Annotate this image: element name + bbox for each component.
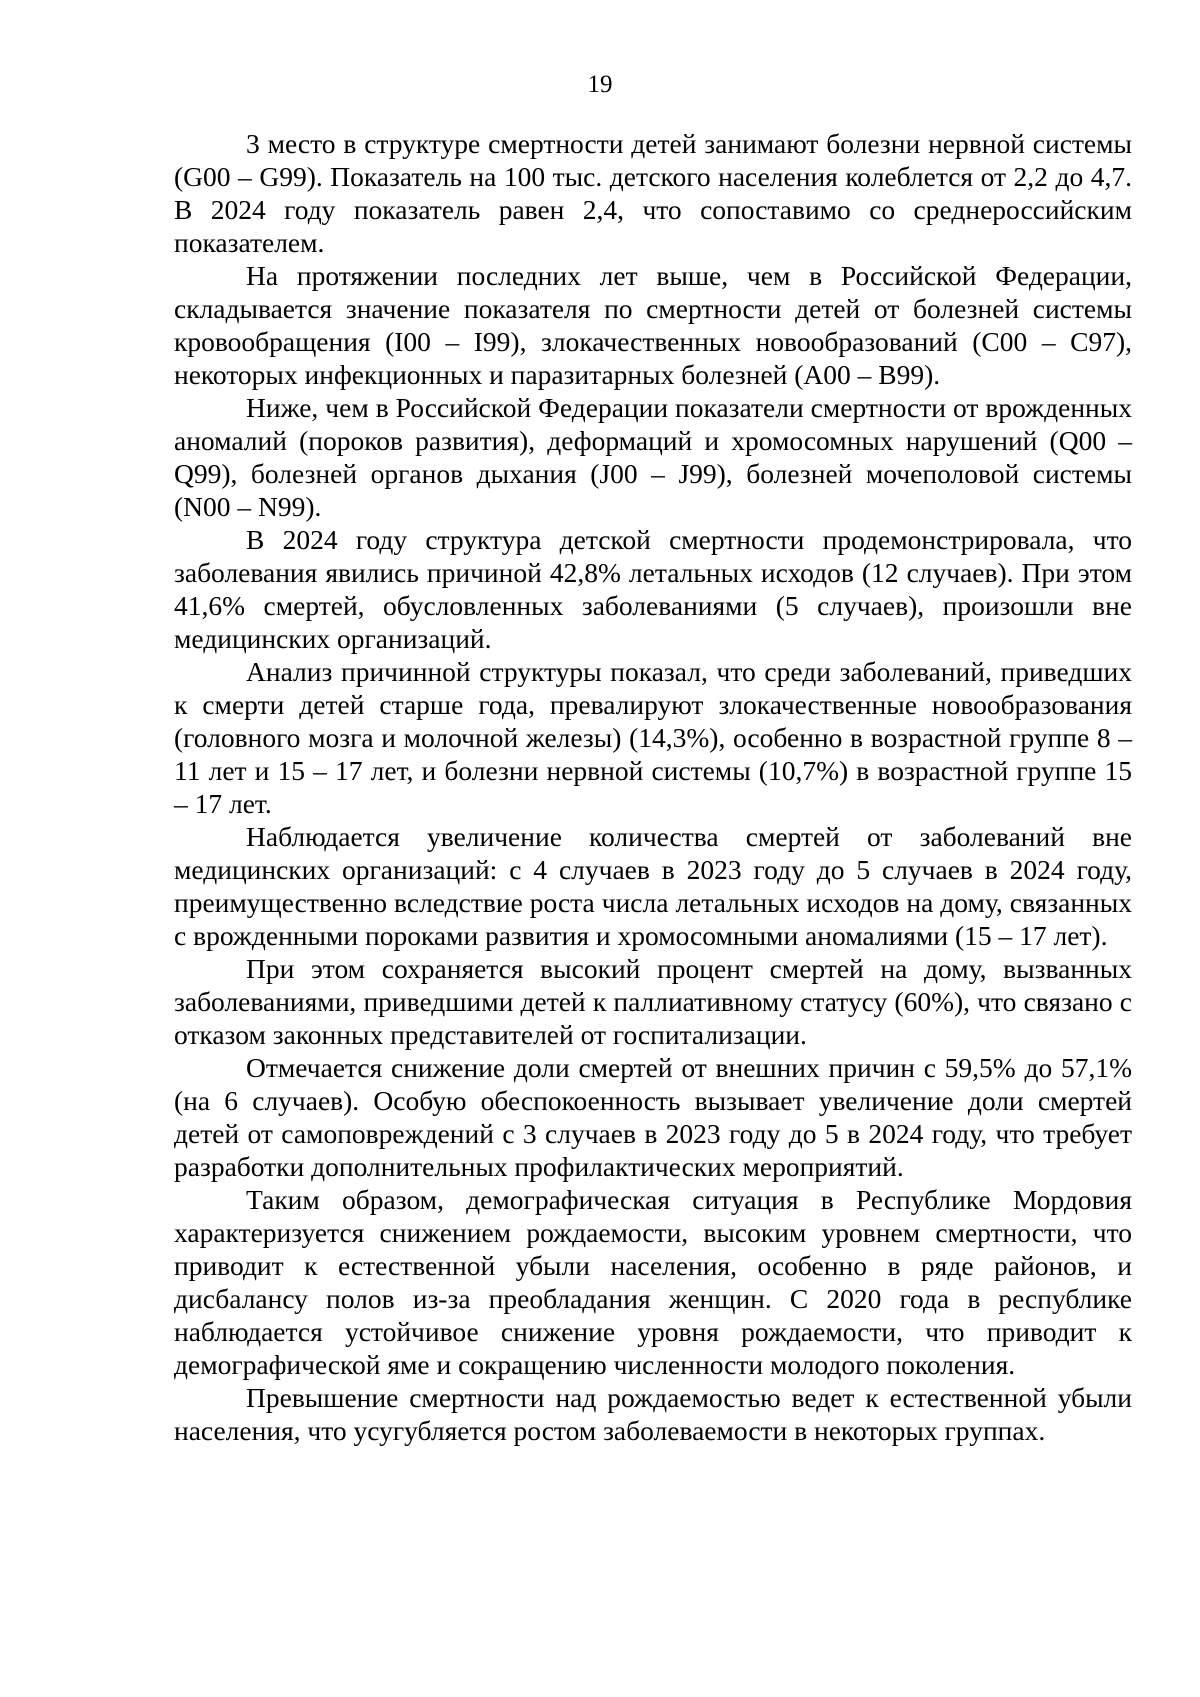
paragraph-2024-structure: В 2024 году структура детской смертности продемонстрировала, что заболевания явились причиной 42,8% летальных исходов (12 случаев). При этом 41,6% смертей, обусловленных заболеваниями (5 случаев), произошли вне медицинских организаций.: [174, 524, 1132, 654]
page-number: 19: [587, 71, 613, 98]
paragraph-natural-decline: Превышение смертности над рождаемостью ведет к естественной убыли населения, что усугубляется ростом заболеваемости в некоторых группах.: [174, 1382, 1132, 1446]
paragraph-nervous-system: 3 место в структуре смертности детей занимают болезни нервной системы (G00 – G99). Показатель на 100 тыс. детского населения колеблется от 2,2 до 4,7. В 2024 году показатель равен 2,4, что сопоставимо со среднероссийским показателем.: [174, 128, 1132, 258]
paragraph-demographic-summary: Таким образом, демографическая ситуация в Республике Мордовия характеризуется снижением рождаемости, высоким уровнем смертности, что приводит к естественной убыли населения, особенно в ряде районов, и дисбалансу полов из-за преобладания женщин. С 2020 года в республике наблюдается устойчивое снижение уровня рождаемости, что приводит к демографической яме и сокращению численности молодого поколения.: [174, 1184, 1132, 1380]
paragraph-cause-analysis: Анализ причинной структуры показал, что среди заболеваний, приведших к смерти детей старше года, превалируют злокачественные новообразования (головного мозга и молочной железы) (14,3%), особенно в возрастной группе 8 – 11 лет и 15 – 17 лет, и болезни нервной системы (10,7%) в возрастной группе 15 – 17 лет.: [174, 656, 1132, 819]
paragraph-external-causes: Отмечается снижение доли смертей от внешних причин с 59,5% до 57,1% (на 6 случаев). Особую обеспокоенность вызывает увеличение доли смертей детей от самоповреждений с 3 случаев в 2023 году до 5 в 2024 году, что требует разработки дополнительных профилактических мероприятий.: [174, 1052, 1132, 1182]
document-body: [174, 127, 1132, 1447]
paragraph-out-of-hospital-deaths: Наблюдается увеличение количества смертей от заболеваний вне медицинских организаций: с 4 случаев в 2023 году до 5 случаев в 2024 году, преимущественно вследствие роста числа летальных исходов на дому, связанных с врожденными пороками развития и хромосомными аномалиями (15 – 17 лет).: [174, 821, 1132, 951]
paragraph-below-federal: Ниже, чем в Российской Федерации показатели смертности от врожденных аномалий (пороков развития), деформаций и хромосомных нарушений (Q00 – Q99), болезней органов дыхания (J00 – J99), болезней мочеполовой системы (N00 – N99).: [174, 392, 1132, 522]
paragraph-above-federal: На протяжении последних лет выше, чем в Российской Федерации, складывается значение показателя по смертности детей от болезней системы кровообращения (I00 – I99), злокачественных новообразований (C00 – C97), некоторых инфекционных и паразитарных болезней (A00 – B99).: [174, 260, 1132, 390]
paragraph-palliative-deaths: При этом сохраняется высокий процент смертей на дому, вызванных заболеваниями, приведшими детей к паллиативному статусу (60%), что связано с отказом законных представителей от госпитализации.: [174, 953, 1132, 1050]
